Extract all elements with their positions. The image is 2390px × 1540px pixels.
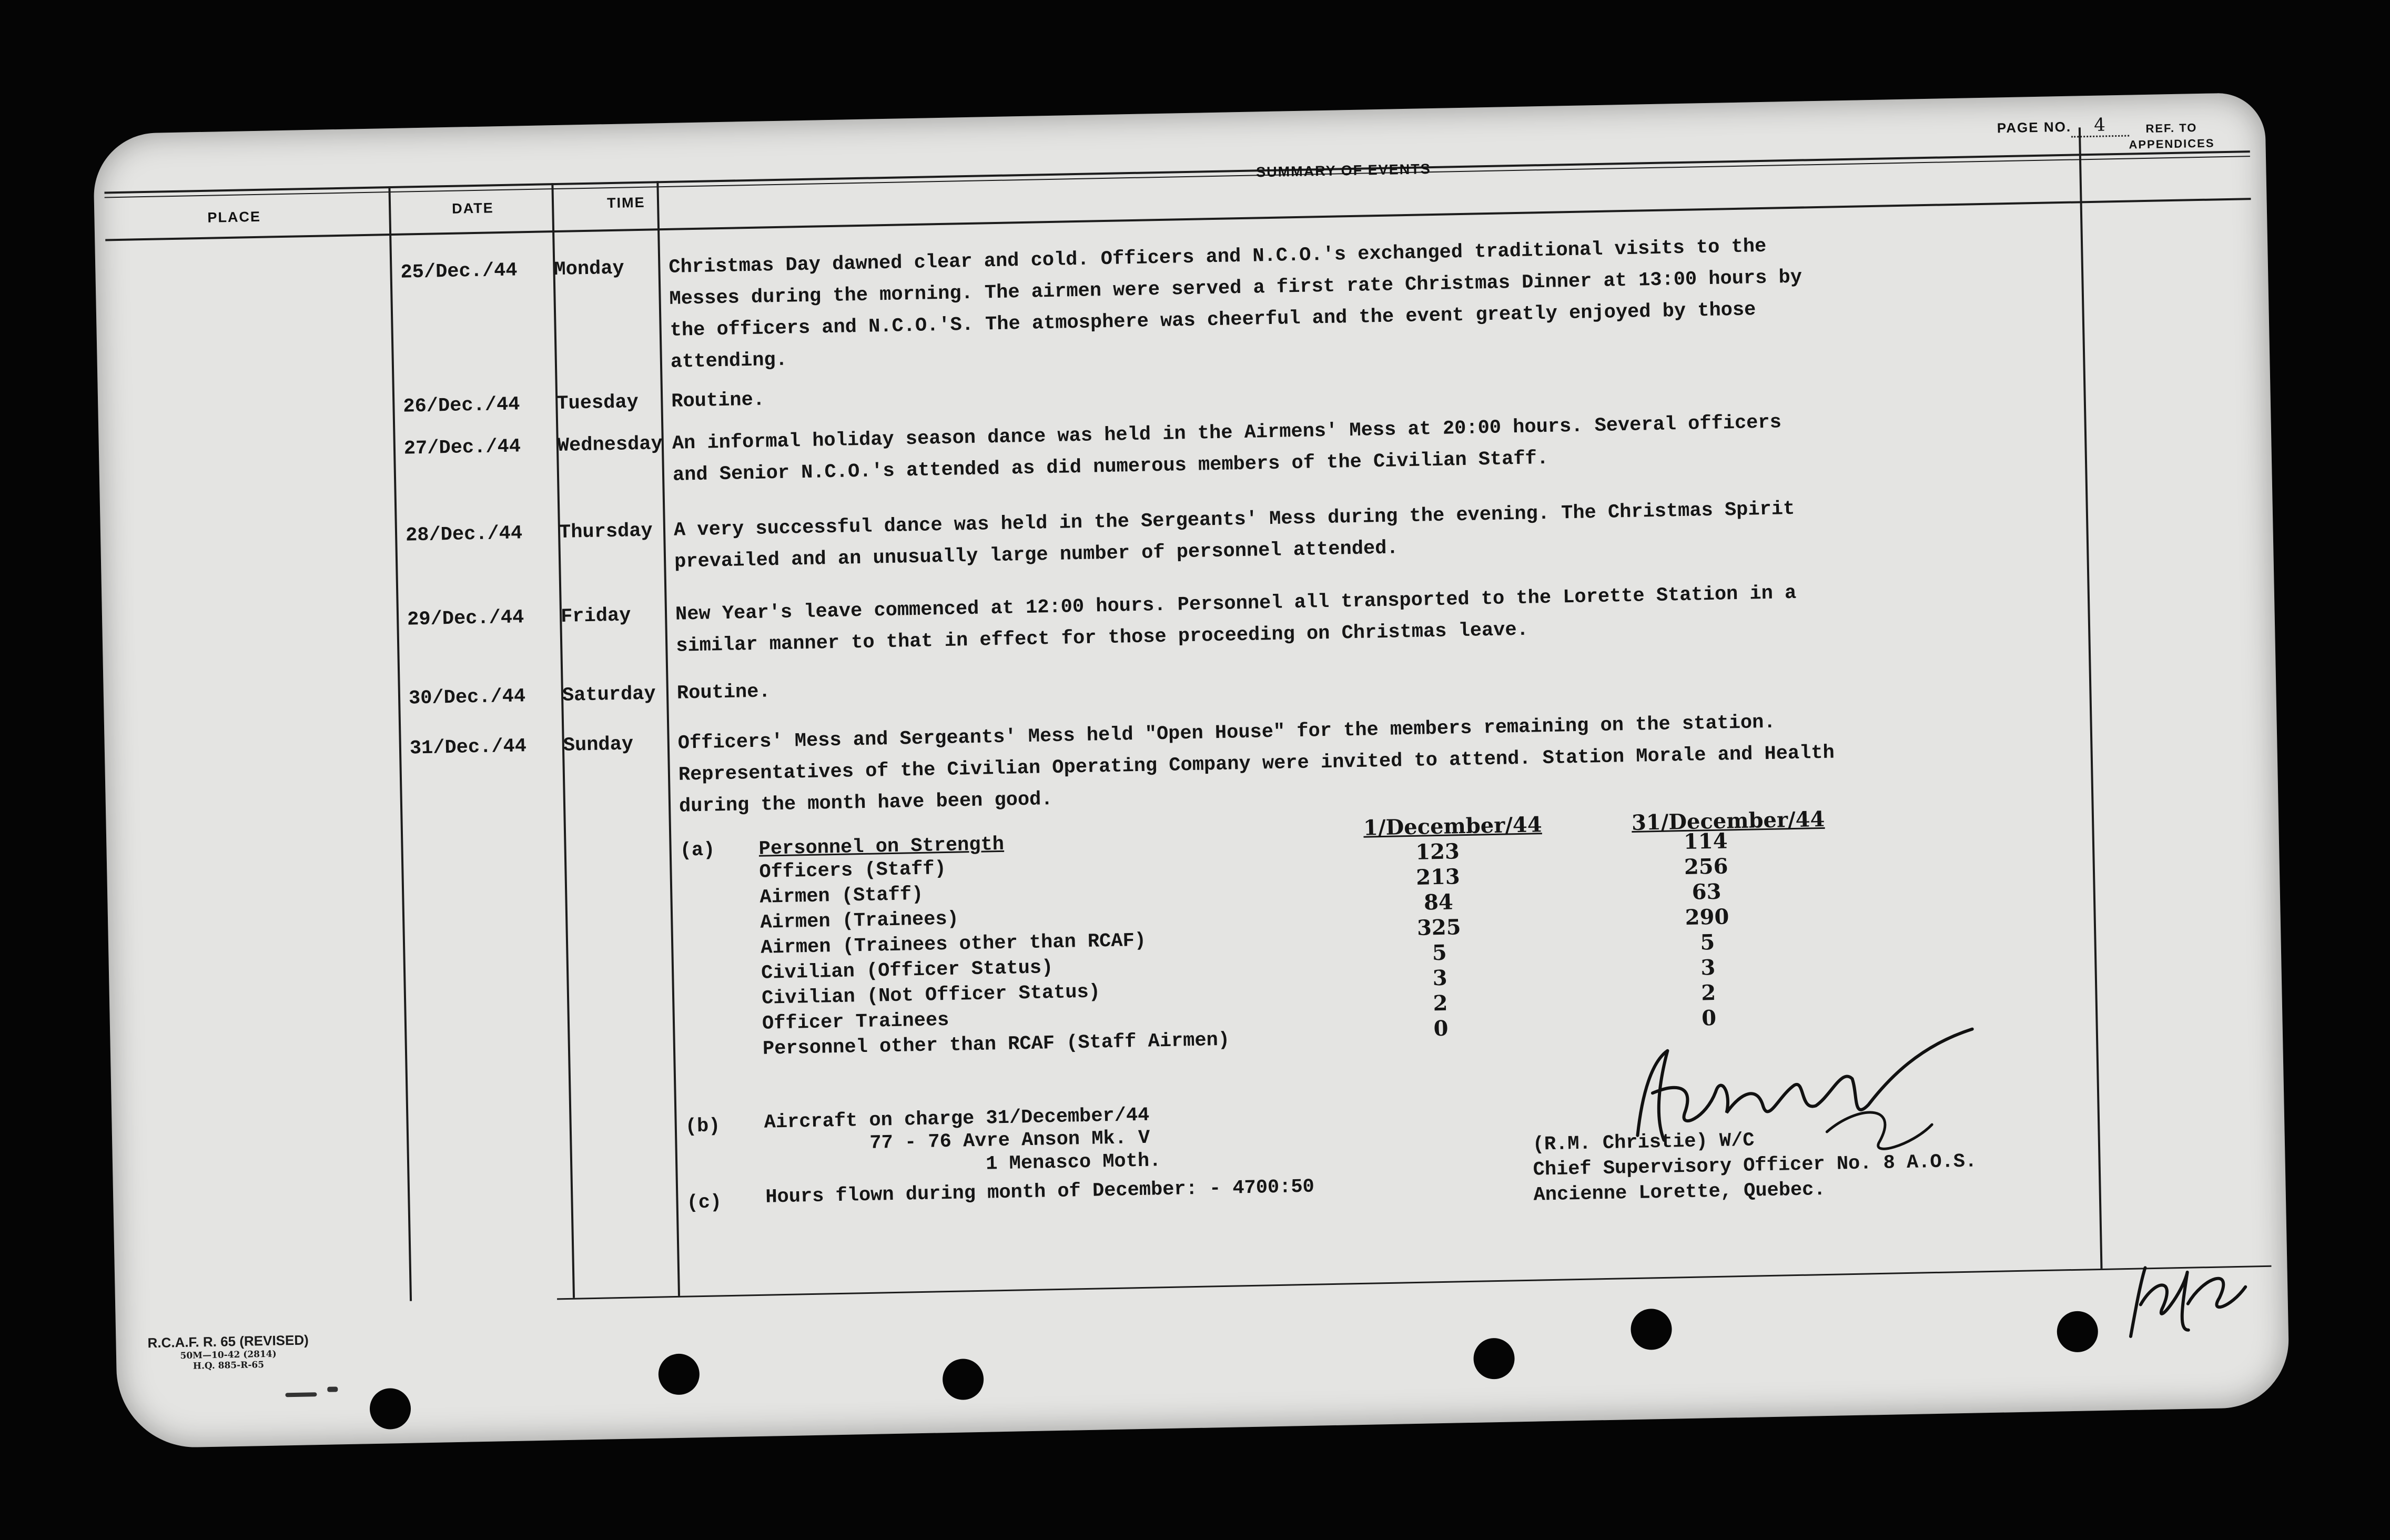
- strength-value: 63: [1692, 879, 1721, 905]
- strength-col-header-end: 31/December/44: [1631, 806, 1825, 835]
- punch-hole: [658, 1353, 700, 1395]
- signatory-name: (R.M. Christie) W/C: [1532, 1129, 1755, 1156]
- entry-date: 25/Dec./44: [400, 259, 518, 284]
- entry-date: 29/Dec./44: [407, 606, 524, 631]
- column-header-ref: REF. TO APPENDICES: [2129, 121, 2215, 151]
- diary-page-card: [93, 93, 2290, 1449]
- strength-value: 0: [1701, 1005, 1717, 1031]
- entry-date: 28/Dec./44: [405, 522, 523, 547]
- punch-hole: [2057, 1311, 2098, 1352]
- handwritten-initials: [2113, 1245, 2252, 1353]
- strength-row-label: Officers (Staff): [759, 857, 947, 884]
- strength-row-label: Airmen (Trainees): [760, 908, 959, 934]
- column-rule-summary-ref: [2079, 127, 2103, 1269]
- strength-value: 123: [1415, 839, 1460, 865]
- strength-row-label: Airmen (Staff): [759, 883, 924, 909]
- column-header-summary: SUMMARY OF EVENTS: [1255, 161, 1431, 180]
- strength-value: 3: [1700, 955, 1716, 980]
- strength-value: 5: [1432, 940, 1447, 966]
- entry-day: Sunday: [563, 733, 634, 757]
- punch-hole: [369, 1388, 411, 1430]
- item-marker-b: (b): [685, 1115, 721, 1138]
- header-top-rule-thin: [105, 156, 2250, 198]
- strength-value: 213: [1415, 864, 1461, 890]
- strength-value: 0: [1433, 1016, 1449, 1041]
- strength-value: 84: [1423, 889, 1454, 915]
- entry-day: Friday: [560, 604, 631, 628]
- column-rule-place-date: [388, 186, 412, 1301]
- entry-day: Thursday: [559, 520, 653, 544]
- entry-day: Wednesday: [557, 433, 663, 458]
- bottom-rule: [557, 1265, 2271, 1300]
- signatory-location: Ancienne Lorette, Quebec.: [1533, 1179, 1826, 1207]
- strength-value: 256: [1684, 854, 1728, 880]
- hours-flown-text: Hours flown during month of December: - 4700:50: [765, 1176, 1315, 1209]
- strength-value: 3: [1432, 965, 1448, 991]
- entry-summary: Routine.: [676, 681, 771, 705]
- item-marker-c: (c): [686, 1191, 722, 1214]
- strength-row-label: Officer Trainees: [762, 1009, 949, 1035]
- column-header-time: TIME: [606, 194, 645, 211]
- strength-value: 325: [1416, 915, 1462, 940]
- entry-date: 26/Dec./44: [403, 393, 520, 418]
- aircraft-line-3: 1 Menasco Moth.: [985, 1150, 1161, 1176]
- aircraft-line-2: 77 - 76 Avre Anson Mk. V: [869, 1127, 1150, 1154]
- entry-day: Monday: [554, 257, 625, 281]
- strength-row-label: Civilian (Not Officer Status): [761, 981, 1101, 1010]
- entry-date: 30/Dec./44: [408, 685, 526, 710]
- strength-labels: [759, 851, 1230, 1062]
- entry-summary: An informal holiday season dance was held in the Airmens' Mess at 20:00 hours. Several officers and Senior N.C.O.'s attended as did numerous members of the Civilian Staff.: [672, 411, 1782, 487]
- strength-col-header-start: 1/December/44: [1363, 812, 1543, 840]
- strength-row-label: Civilian (Officer Status): [761, 957, 1054, 985]
- punch-hole: [942, 1359, 984, 1400]
- entry-day: Tuesday: [556, 391, 639, 416]
- item-marker-a: (a): [680, 839, 715, 862]
- column-header-date: DATE: [451, 200, 494, 217]
- column-header-place: PLACE: [207, 208, 261, 226]
- page-number-label: PAGE NO. 4: [1997, 114, 2129, 139]
- entry-date: 27/Dec./44: [403, 435, 521, 460]
- paper-speck: [285, 1392, 317, 1397]
- strength-value: 5: [1700, 929, 1715, 955]
- header-bottom-rule: [105, 198, 2251, 241]
- punch-hole: [1631, 1309, 1672, 1350]
- strength-value: 114: [1683, 828, 1728, 855]
- form-identifier: R.C.A.F. R. 65 (REVISED) 50M—10-42 (2814) H.Q. 885-R-65: [147, 1332, 309, 1372]
- strength-value: 2: [1700, 980, 1716, 1006]
- strength-row-label: Airmen (Trainees other than RCAF): [760, 929, 1147, 959]
- entry-summary: A very successful dance was held in the Sergeants' Mess during the evening. The Christmas Spirit prevailed and an unusually large number of personnel attended.: [673, 498, 1795, 573]
- strength-value: 290: [1685, 904, 1729, 930]
- entry-summary: New Year's leave commenced at 12:00 hours. Personnel all transported to the Lorette Station in a similar manner to that in effect for those proceeding on Christmas leave.: [675, 582, 1797, 657]
- strength-value: 2: [1433, 990, 1448, 1016]
- entry-day: Saturday: [562, 683, 656, 707]
- paper-speck: [327, 1386, 338, 1392]
- strength-title: Personnel on Strength: [758, 833, 1005, 860]
- signatory-title: Chief Supervisory Officer No. 8 A.O.S.: [1533, 1150, 1977, 1181]
- aircraft-line-1: Aircraft on charge 31/December/44: [764, 1104, 1150, 1134]
- strength-values-end: [1663, 828, 1751, 1032]
- strength-row-label: Personnel other than RCAF (Staff Airmen): [762, 1029, 1230, 1060]
- strength-values-start: [1395, 839, 1483, 1042]
- entry-date: 31/Dec./44: [409, 735, 527, 760]
- entry-summary: Routine.: [671, 389, 765, 413]
- entry-summary: Christmas Day dawned clear and cold. Officers and N.C.O.'s exchanged traditional visits to the Messes during the morning. The airmen were served a first rate Christmas Dinner at 13:00 hours by the officers and N.C.O.'S. The atmosphere was cheerful and the event greatly enjoyed by those attending.: [669, 235, 1802, 373]
- entry-summary: Officers' Mess and Sergeants' Mess held "Open House" for the members remaining on the station. Representatives of the Civilian Operating Company were invited to attend. Station Morale and Health during the month have been good.: [677, 711, 1835, 818]
- punch-hole: [1473, 1338, 1515, 1379]
- header-top-rule: [104, 150, 2250, 194]
- page-number-value: 4: [2071, 114, 2130, 138]
